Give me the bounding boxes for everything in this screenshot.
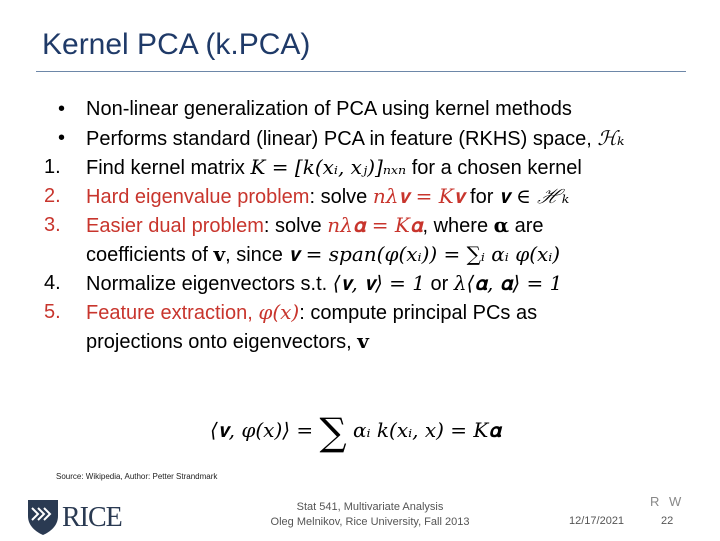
step-number: 2. [44, 185, 61, 207]
course-name: Stat 541, Multivariate Analysis [296, 501, 444, 513]
title-divider [36, 71, 686, 72]
math-expression: nλ𝐯 = K𝐯 [372, 184, 465, 208]
math-expression: 𝐯 ∈ ℋₖ [498, 184, 570, 208]
bullet-1 [44, 95, 684, 124]
step-text: projections onto eigenvectors, 𝐯 [86, 329, 369, 353]
author-line: Oleg Melnikov, Rice University, Fall 2013 [270, 516, 470, 528]
bullet-marker: • [58, 98, 66, 120]
math-expression: 𝛂 [493, 213, 510, 237]
slide-title: Kernel PCA (k.PCA) [42, 28, 311, 61]
math-expression: ℋₖ [597, 126, 625, 150]
step-3 [44, 211, 684, 240]
step-text: Find kernel matrix K = [k(xᵢ, xⱼ)]ₙₓₙ for a chosen kernel [86, 155, 582, 179]
footer-course-info [240, 500, 500, 530]
summation-symbol: ∑ [319, 410, 347, 454]
math-expression: λ⟨𝛂, 𝛂⟩ = 1 [453, 271, 563, 295]
step-number: 3. [44, 214, 61, 236]
slide-content [44, 95, 684, 356]
bullet-marker: • [58, 127, 66, 149]
bullet-text: Performs standard (linear) PCA in feature (RKHS) space, ℋₖ [86, 126, 625, 150]
page-number: 22 [661, 515, 674, 527]
step-number: 1. [44, 156, 61, 178]
step-5 [44, 298, 684, 327]
step-text: Normalize eigenvectors s.t. ⟨𝐯, 𝐯⟩ = 1 or λ⟨𝛂, 𝛂⟩ = 1 [86, 271, 563, 295]
math-expression: nλ𝛂 = K𝛂 [327, 213, 423, 237]
projection-formula: ⟨𝐯, φ(x)⟩ = ∑ αᵢ k(xᵢ, x) = K𝛂 [210, 410, 501, 454]
step-text: Feature extraction, φ(x): compute principal PCs as [86, 300, 538, 324]
shield-icon [26, 498, 60, 536]
math-expression: 𝐯 [213, 242, 226, 266]
step-1 [44, 153, 684, 182]
step-number: 4. [44, 272, 61, 294]
rice-logo [26, 498, 126, 538]
step-text: Easier dual problem: solve nλ𝛂 = K𝛂, where 𝛂 are [86, 213, 544, 237]
step-text: Hard eigenvalue problem: solve nλ𝐯 = K𝐯 for 𝐯 ∈ ℋₖ [86, 184, 570, 208]
step-2 [44, 182, 684, 211]
logo-wordmark: RICE [62, 502, 122, 533]
math-expression: φ(x) [258, 300, 300, 324]
footer-date: 12/17/2021 [569, 515, 625, 527]
math-expression: K = [k(xᵢ, xⱼ)]ₙₓₙ [250, 155, 407, 179]
math-expression: ⟨𝐯, 𝐯⟩ = 1 [332, 271, 425, 295]
step-3-continued [44, 240, 684, 269]
math-expression: 𝐯 = span(φ(xᵢ)) = ∑ᵢ αᵢ φ(xᵢ) [288, 242, 561, 266]
bullet-text: Non-linear generalization of PCA using kernel methods [86, 98, 572, 120]
step-number: 5. [44, 301, 61, 323]
bullet-2 [44, 124, 684, 153]
math-expression: 𝐯 [357, 329, 369, 353]
step-5-continued [44, 327, 684, 356]
step-text: coefficients of 𝐯, since 𝐯 = span(φ(xᵢ)) = ∑ᵢ αᵢ φ(xᵢ) [86, 242, 561, 266]
source-caption: Source: Wikipedia, Author: Petter Strandmark [56, 472, 218, 481]
step-4 [44, 269, 684, 298]
footer-initials: R W [650, 494, 685, 509]
